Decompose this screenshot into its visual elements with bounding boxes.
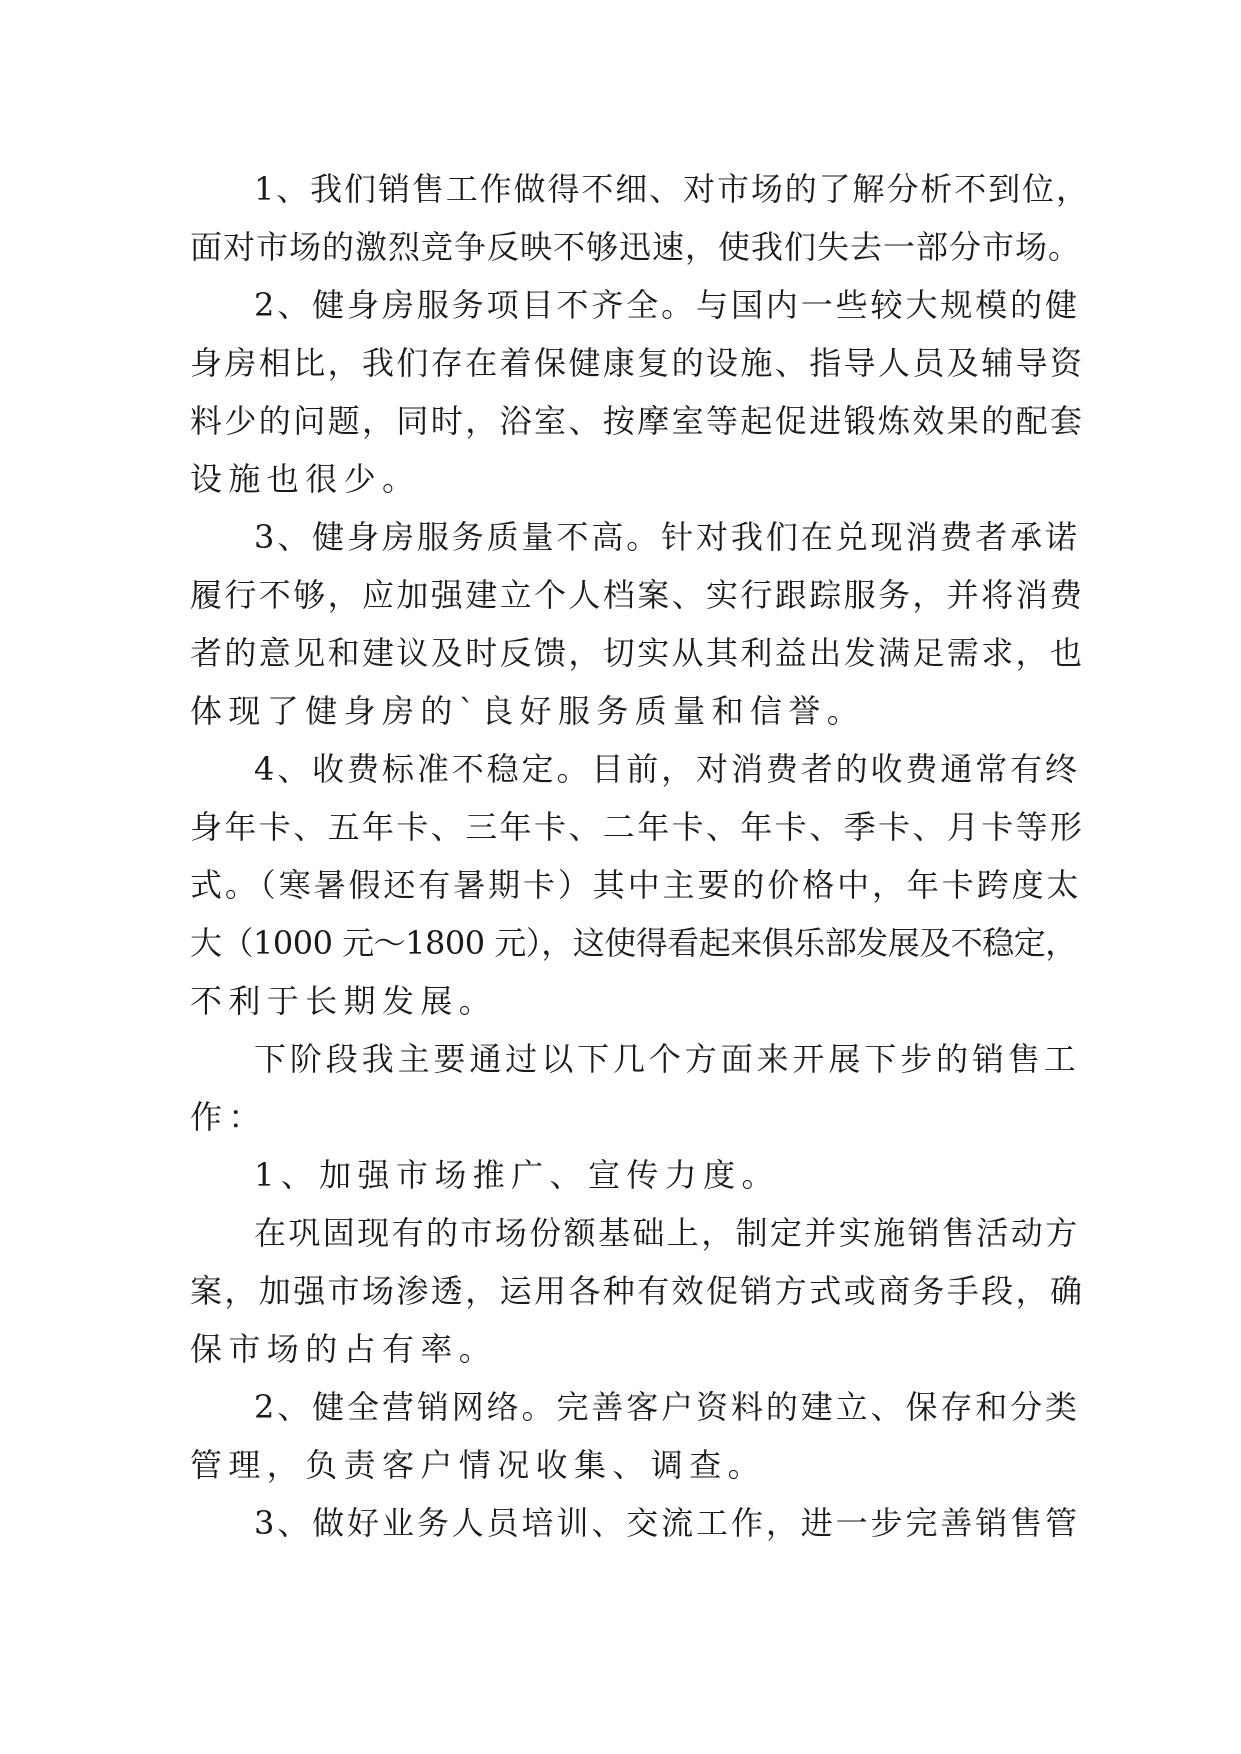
text-line: 1、加强市场推广、宣传力度。 bbox=[254, 1156, 780, 1194]
text-line: 3、做好业务人员培训、交流工作，进一步完善销售管 bbox=[254, 1504, 1080, 1542]
text-line: 在巩固现有的市场份额基础上，制定并实施销售活动方 bbox=[254, 1214, 1080, 1252]
text-line: 保市场的占有率。 bbox=[190, 1330, 498, 1368]
text-line: 式。（寒暑假还有暑期卡）其中主要的价格中，年卡跨度太 bbox=[190, 866, 1082, 904]
text-line: 案，加强市场渗透，运用各种有效促销方式或商务手段，确 bbox=[190, 1272, 1085, 1310]
text-line: 作： bbox=[190, 1098, 267, 1136]
text-line: 设施也很少。 bbox=[190, 460, 421, 498]
text-line: 1、我们销售工作做得不细、对市场的了解分析不到位， bbox=[254, 170, 1090, 208]
text-line: 者的意见和建议及时反馈，切实从其利益出发满足需求，也 bbox=[190, 634, 1085, 672]
text-line: 料少的问题，同时，浴室、按摩室等起促进锻炼效果的配套 bbox=[190, 402, 1085, 440]
text-line: 大（1000 元～1800 元），这使得看起来俱乐部发展及不稳定， bbox=[190, 924, 1077, 962]
text-line: 3、健身房服务质量不高。针对我们在兑现消费者承诺 bbox=[254, 518, 1080, 556]
text-line: 2、健全营销网络。完善客户资料的建立、保存和分类 bbox=[254, 1388, 1080, 1426]
text-line: 面对市场的激烈竞争反映不够迅速，使我们失去一部分市场。 bbox=[190, 228, 1082, 266]
text-line: 体现了健身房的`良好服务质量和信誉。 bbox=[190, 692, 866, 730]
text-line: 管理，负责客户情况收集、调查。 bbox=[190, 1446, 767, 1484]
text-line: 下阶段我主要通过以下几个方面来开展下步的销售工 bbox=[254, 1040, 1080, 1078]
text-line: 履行不够，应加强建立个人档案、实行跟踪服务，并将消费 bbox=[190, 576, 1085, 614]
text-line: 身房相比，我们存在着保健康复的设施、指导人员及辅导资 bbox=[190, 344, 1085, 382]
text-line: 不利于长期发展。 bbox=[190, 982, 498, 1020]
text-line: 身年卡、五年卡、三年卡、二年卡、年卡、季卡、月卡等形 bbox=[190, 808, 1085, 846]
document-body bbox=[190, 160, 1090, 1552]
text-line: 2、健身房服务项目不齐全。与国内一些较大规模的健 bbox=[254, 286, 1080, 324]
text-line: 4、收费标准不稳定。目前，对消费者的收费通常有终 bbox=[254, 750, 1080, 788]
